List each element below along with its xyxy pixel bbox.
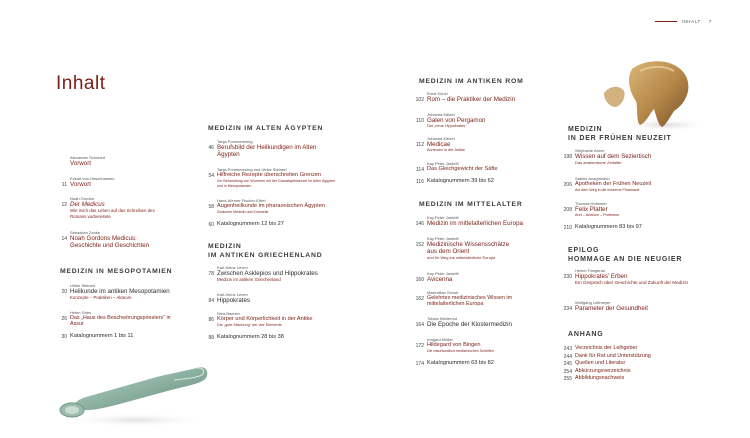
- toc-page-number: 110: [416, 118, 424, 124]
- section-heading-neuzeit: [568, 126, 672, 143]
- toc-subtitle: und ihr Weg ins mittelalterliche Europa: [427, 255, 496, 261]
- toc-page-number: 12: [61, 202, 67, 208]
- toc-author: Heiner Fangerau: [575, 268, 606, 273]
- toc-entry[interactable]: [56, 176, 206, 188]
- toc-author: Alexander Schubert: [70, 155, 106, 160]
- toc-author: Thomas Hofmeier: [575, 201, 607, 206]
- toc-title: Hildegard von Bingen: [427, 342, 481, 348]
- toc-title: Parameter der Gesundheit: [575, 305, 648, 312]
- toc-entry[interactable]: [413, 271, 563, 283]
- toc-title: Heilkunde im antiken Mesopotamien: [70, 288, 170, 295]
- toc-author: Helen Gries: [70, 310, 92, 315]
- toc-title: Noah Gordons Medicus:: [70, 235, 137, 242]
- toc-subtitle: Konzepte – Praktiken – Akteure: [70, 295, 132, 301]
- toc-page-number: 206: [563, 182, 572, 188]
- toc-page-number: 58: [208, 204, 214, 210]
- section-heading-epilog: [568, 247, 682, 264]
- tooth-image: [570, 55, 720, 135]
- toc-author: Ulrike Steinert: [70, 283, 96, 288]
- toc-title: Katalognummern 83 bis 97: [575, 224, 642, 230]
- toc-author: Johanna Kätzel: [427, 112, 455, 117]
- toc-title: Medizinische Wissensschätze aus dem Orient: [427, 241, 510, 256]
- toc-title: Berufsbild der Heilkundigen im Alten Ägypten: [217, 144, 317, 159]
- section-heading-aegypten: MEDIZIN IM ALTEN ÄGYPTEN: [208, 125, 324, 132]
- toc-entry[interactable]: [561, 360, 711, 368]
- toc-entry[interactable]: [413, 112, 563, 130]
- toc-entry[interactable]: [203, 167, 338, 188]
- toc-entry[interactable]: [561, 345, 711, 353]
- section-heading-griechenland: [208, 243, 322, 260]
- toc-entry[interactable]: [561, 201, 711, 219]
- toc-page-number: 245: [563, 361, 572, 368]
- toc-entry[interactable]: [413, 337, 548, 355]
- toc-subtitle: Arzt – Anatom – Professor: [575, 213, 620, 218]
- toc-subtitle: Medizin im antiken Griechenland: [217, 277, 281, 283]
- section-heading-line: EPILOG: [568, 247, 600, 254]
- section-heading-line: MEDIZIN: [568, 126, 603, 133]
- toc-title: Körper und Körperlichkeit in der Antike: [217, 316, 313, 322]
- toc-title: Abbildungsnachweis: [575, 375, 625, 382]
- section-heading-mittelalter: MEDIZIN IM MITTELALTER: [419, 201, 523, 208]
- toc-subtitle: Wie mich das Leben auf das Schreiben des Romans vorbereitete: [70, 208, 155, 219]
- toc-author: Tanja Pommerening: [217, 139, 253, 144]
- toc-entry[interactable]: [413, 215, 563, 227]
- section-heading-line: HOMMAGE AN DIE NEUGIER: [568, 255, 683, 263]
- section-heading-mesopotamien: MEDIZIN IN MESOPOTAMIEN: [60, 268, 173, 275]
- toc-title: Zwischen Asklepios und Hippokrates: [217, 270, 318, 277]
- toc-title: Galen von Pergamon: [427, 117, 486, 124]
- toc-entry[interactable]: [413, 236, 543, 261]
- toc-entry[interactable]: [203, 139, 353, 158]
- toc-entry[interactable]: [56, 230, 168, 249]
- toc-title: Katalognummern 28 bis 38: [217, 334, 284, 340]
- toc-entry[interactable]: [56, 333, 206, 340]
- toc-title: Abkürzungsverzeichnis: [575, 367, 631, 374]
- toc-author: Wolfgang Leitmeyer: [575, 300, 611, 305]
- toc-page-number: 54: [208, 173, 214, 179]
- toc-page-number: 164: [415, 322, 424, 328]
- toc-entry[interactable]: [413, 360, 563, 367]
- toc-author: Kay Peter Jankrift: [427, 215, 459, 220]
- toc-title: Wissen auf dem Seziertisch: [575, 153, 652, 160]
- toc-subtitle: Der „neue Hippokrates“: [427, 124, 467, 129]
- toc-title: Vorwort: [70, 160, 91, 167]
- toc-title: Avicenna: [427, 276, 453, 283]
- toc-entry[interactable]: [561, 300, 711, 312]
- section-heading-line: IM ANTIKEN GRIECHENLAND: [208, 251, 323, 259]
- running-header: [655, 19, 712, 24]
- section-heading-line: IN DER FRÜHEN NEUZEIT: [568, 134, 672, 142]
- toc-page-number: 84: [208, 298, 214, 304]
- toc-author: Maximilian Schuh: [427, 290, 459, 295]
- toc-title: Katalognummern 63 bis 82: [427, 360, 494, 366]
- toc-page-number: 244: [563, 353, 572, 360]
- toc-page-number: 234: [563, 306, 572, 312]
- toc-page-number: 174: [415, 361, 424, 367]
- toc-page-number: 102: [415, 97, 424, 103]
- toc-page-number: 114: [416, 167, 424, 173]
- toc-subtitle: Ein Gespräch über Geschichte und Zukunft der Medizin: [575, 280, 689, 286]
- toc-entry[interactable]: [413, 316, 563, 328]
- toc-page-number: 14: [61, 236, 67, 242]
- toc-title: Der Medicus: [70, 201, 105, 208]
- toc-page-number: 198: [563, 154, 572, 160]
- toc-subtitle: Die naturkundlich-medizinischen Schriften: [427, 349, 494, 354]
- toc-author: Sabine Anagnostou: [575, 176, 610, 181]
- toc-author: Karl-Heinz Leven: [217, 265, 248, 270]
- toc-page-number: 20: [61, 289, 67, 295]
- toc-title: Dank für Rat und Unterstützung: [575, 352, 651, 359]
- page-title: Inhalt: [56, 73, 106, 94]
- toc-author: Kay Peter Jankrift: [427, 236, 459, 241]
- toc-page-number: 46: [208, 145, 214, 151]
- toc-page-number: 172: [415, 343, 424, 349]
- roman-glass-vessel-image: [46, 350, 216, 430]
- toc-page-number: 152: [415, 242, 424, 248]
- section-heading-anhang: ANHANG: [568, 331, 604, 338]
- toc-subtitle: Zwischen Medizin und Kosmetik: [217, 210, 269, 215]
- toc-entry[interactable]: [561, 368, 711, 376]
- toc-page-number: 210: [563, 225, 572, 231]
- toc-page-number: 230: [563, 274, 572, 280]
- toc-author: Stephanie Armer: [575, 148, 605, 153]
- toc-author: Karl-Heinz Leven: [217, 292, 248, 297]
- toc-page-number: 112: [416, 142, 424, 148]
- toc-title: Verzeichnis der Leihgeber: [575, 345, 638, 351]
- toc-title: Medizin im mittelalterlichen Europa: [427, 220, 523, 227]
- toc-title: Augenheilkunde im pharaonischen Ägypten: [217, 203, 325, 209]
- toc-entry[interactable]: [203, 334, 353, 341]
- toc-entry[interactable]: [413, 178, 563, 185]
- header-label: INHALT: [681, 19, 701, 24]
- toc-entry[interactable]: [203, 311, 338, 329]
- toc-subtitle: Die „gute Mischung“ der vier Elemente: [217, 323, 282, 328]
- toc-author: Kay Peter Jankrift: [427, 161, 459, 166]
- toc-entry[interactable]: [203, 265, 338, 283]
- toc-page-number: 160: [415, 277, 424, 283]
- section-heading-rom: MEDIZIN IM ANTIKEN ROM: [419, 78, 524, 85]
- toc-entry[interactable]: [561, 268, 691, 286]
- toc-entry[interactable]: [203, 221, 353, 228]
- toc-page-number: 254: [563, 368, 572, 375]
- toc-author: Sebastian Zanke: [70, 230, 101, 235]
- toc-page-number: 243: [563, 346, 572, 352]
- toc-entry[interactable]: [56, 155, 206, 167]
- toc-title: Das „Haus des Beschwörungspriesters“ in Assur: [70, 315, 171, 328]
- toc-page-number: 88: [208, 335, 214, 341]
- toc-page-number: 146: [415, 221, 424, 227]
- toc-entry[interactable]: [561, 224, 711, 231]
- toc-entry[interactable]: [561, 148, 711, 166]
- toc-page-number: 162: [415, 296, 424, 302]
- toc-title: Quellen und Literatur: [575, 360, 626, 367]
- toc-page-number: 60: [208, 222, 214, 228]
- toc-title: Hippokrates: [217, 297, 251, 304]
- toc-author: Tobias Niederhut: [427, 316, 458, 321]
- toc-entry[interactable]: [561, 353, 711, 361]
- toc-author: Johanna Kätzel: [427, 136, 455, 141]
- toc-author: Nina Bachler: [217, 311, 240, 316]
- toc-author: Eckart von Hirschhausen: [70, 176, 115, 181]
- toc-page-number: 26: [61, 316, 67, 322]
- section-heading-line: MEDIZIN: [208, 243, 242, 250]
- toc-title: Felix Platter: [575, 206, 608, 213]
- toc-entry[interactable]: [203, 292, 353, 304]
- page-number: 7: [708, 19, 712, 24]
- toc-author: Kay Peter Jankrift: [427, 271, 459, 276]
- toc-title: Vorwort: [70, 181, 91, 188]
- toc-entry[interactable]: [413, 290, 533, 308]
- toc-subtitle: Das anatomische Zeitalter: [575, 160, 622, 166]
- toc-title: Apotheken der Frühen Neuzeit: [575, 181, 652, 187]
- toc-title: Katalognummern 39 bis 62: [427, 178, 494, 184]
- toc-page-number: 255: [563, 376, 572, 383]
- toc-author: Tanja Pommerening und Ulrike Steinert: [217, 167, 287, 172]
- toc-title: Die Epoche der Klostermedizin: [427, 321, 512, 328]
- header-rule: [655, 21, 677, 22]
- toc-entry[interactable]: [561, 375, 711, 383]
- toc-page-number: 116: [416, 179, 424, 185]
- toc-entry[interactable]: [56, 283, 206, 301]
- toc-title: Katalognummern 1 bis 11: [70, 333, 134, 339]
- toc-entry[interactable]: [561, 176, 711, 194]
- toc-author: Hans-Werner Fischer-Elfert: [217, 198, 266, 203]
- toc-subtitle: Auf dem Weg in die moderne Pharmazie: [575, 188, 640, 193]
- toc-title: Katalognummern 12 bis 27: [217, 221, 284, 227]
- toc-page-number: 208: [563, 207, 572, 213]
- toc-subtitle: Ärztinnen in der Antike: [427, 148, 465, 153]
- toc-author: Ernst Künzl: [427, 91, 448, 96]
- toc-entry[interactable]: [413, 161, 563, 173]
- toc-author: Irmgard Müller: [427, 337, 453, 342]
- toc-title: Das Gleichgewicht der Säfte: [427, 166, 498, 172]
- toc-page-number: 86: [208, 317, 214, 323]
- toc-entry[interactable]: [203, 198, 338, 216]
- toc-title: Hippokrates' Erben: [575, 273, 628, 280]
- toc-entry[interactable]: [413, 91, 563, 103]
- toc-entry[interactable]: [56, 196, 168, 219]
- toc-entry[interactable]: [56, 310, 176, 328]
- toc-title: Gelehrtes medizinisches Wissen im mittelalterlichen Europa: [427, 295, 513, 308]
- toc-title: Rom – die Praktiker der Medizin: [427, 96, 516, 103]
- toc-page-number: 30: [61, 334, 67, 340]
- toc-title: Medicae: [427, 141, 451, 148]
- toc-author: Noah Gordon: [70, 196, 95, 201]
- toc-subtitle: Geschichte und Geschichten: [70, 242, 150, 250]
- toc-entry[interactable]: [413, 136, 563, 154]
- toc-page-number: [56, 155, 70, 167]
- toc-subtitle: Zur Behandlung von Wurmern mit der Granatapfelwurzel im Alten Ägypten und in Mesopotamien: [217, 179, 336, 188]
- toc-page-number: 11: [61, 182, 67, 188]
- toc-title: Hilfreiche Rezepte überschreiten Grenzen: [217, 172, 322, 178]
- toc-page-number: 78: [208, 271, 214, 277]
